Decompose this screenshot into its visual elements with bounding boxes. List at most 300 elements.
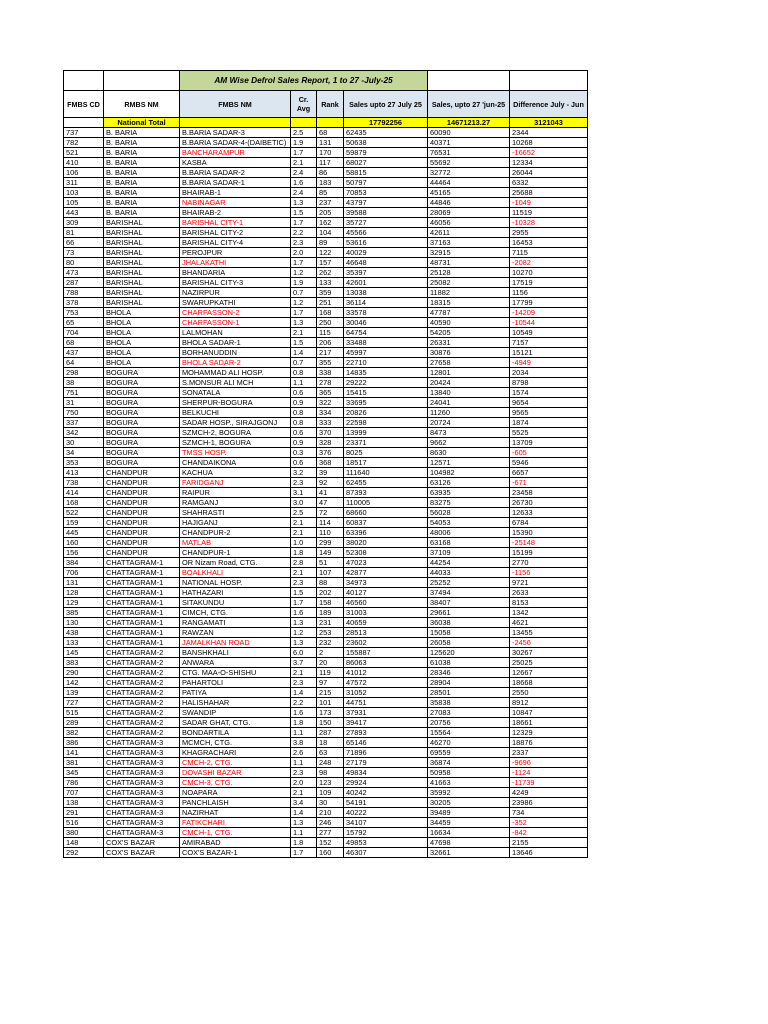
rmbs-nm-cell: BOGURA [104,408,180,418]
difference-cell: 1874 [510,418,588,428]
rank-cell: 232 [317,638,344,648]
fmbs-nm-cell: BOALKHALI [180,568,291,578]
difference-cell: 2955 [510,228,588,238]
fmbs-nm-cell: KACHUA [180,468,291,478]
sales-july-cell: 40029 [344,248,428,258]
cr-avg-cell: 3.7 [291,658,317,668]
fmbs-nm-cell: NAZIRHAT [180,808,291,818]
difference-cell: 15199 [510,548,588,558]
rmbs-nm-cell: BHOLA [104,318,180,328]
sales-jun-cell: 32915 [428,248,510,258]
rank-cell: 51 [317,558,344,568]
fmbs-cd-cell: 438 [64,628,104,638]
cr-avg-cell: 2.2 [291,228,317,238]
title-row [64,71,588,91]
fmbs-nm-cell: B.BARIA SADAR-3 [180,128,291,138]
national-total-label: National Total [104,118,180,128]
table-row [64,448,588,458]
cr-avg-cell: 1.7 [291,148,317,158]
fmbs-nm-cell: B.BARIA SADAR-4-(DAIBETIC) [180,138,291,148]
rmbs-nm-cell: CHATTAGRAM-3 [104,738,180,748]
sales-july-cell: 45997 [344,348,428,358]
sales-jun-cell: 34459 [428,818,510,828]
sales-july-cell: 39417 [344,718,428,728]
rmbs-nm-cell: BARISHAL [104,288,180,298]
table-row [64,558,588,568]
sales-july-cell: 42877 [344,568,428,578]
sales-july-cell: 62455 [344,478,428,488]
fmbs-nm-cell: CHARFASSON-2 [180,308,291,318]
cr-avg-cell: 2.0 [291,778,317,788]
fmbs-nm-cell: SZMCH-2, BOGURA [180,428,291,438]
sales-july-cell: 111640 [344,468,428,478]
sales-jun-cell: 48731 [428,258,510,268]
rank-cell: 2 [317,648,344,658]
sales-july-cell: 49834 [344,768,428,778]
sales-jun-cell: 63168 [428,538,510,548]
sales-july-cell: 34107 [344,818,428,828]
fmbs-cd-cell: 34 [64,448,104,458]
fmbs-cd-cell: 753 [64,308,104,318]
fmbs-cd-cell: 31 [64,398,104,408]
fmbs-cd-cell: 751 [64,388,104,398]
rmbs-nm-cell: CHATTAGRAM-1 [104,608,180,618]
rmbs-nm-cell: CHATTAGRAM-1 [104,588,180,598]
fmbs-nm-cell: JHALAKATHI [180,258,291,268]
difference-cell: 4249 [510,788,588,798]
fmbs-cd-cell: 786 [64,778,104,788]
fmbs-cd-cell: 145 [64,648,104,658]
table-row [64,438,588,448]
sales-jun-cell: 8473 [428,428,510,438]
difference-cell: 5946 [510,458,588,468]
difference-cell: 10270 [510,268,588,278]
cr-avg-cell: 2.1 [291,528,317,538]
fmbs-nm-cell: COX'S BAZAR-1 [180,848,291,858]
cr-avg-cell: 3.1 [291,488,317,498]
sales-jun-cell: 38407 [428,598,510,608]
sales-july-cell: 52308 [344,548,428,558]
fmbs-cd-cell: 141 [64,748,104,758]
rmbs-nm-cell: BARISHAL [104,218,180,228]
rank-cell: 253 [317,628,344,638]
fmbs-nm-cell: SHAHRASTI [180,508,291,518]
fmbs-cd-cell: 522 [64,508,104,518]
cr-avg-cell: 1.3 [291,638,317,648]
fmbs-cd-cell: 156 [64,548,104,558]
fmbs-nm-cell: AMIRABAD [180,838,291,848]
fmbs-nm-cell: BHOLA SADAR-1 [180,338,291,348]
rank-cell: 246 [317,818,344,828]
sales-jun-cell: 8630 [428,448,510,458]
cr-avg-cell: 1.3 [291,318,317,328]
table-row [64,318,588,328]
fmbs-nm-cell: B.BARIA SADAR-2 [180,168,291,178]
fmbs-nm-cell: RANGAMATI [180,618,291,628]
difference-cell: -1156 [510,568,588,578]
sales-jun-cell: 37494 [428,588,510,598]
rmbs-nm-cell: CHATTAGRAM-2 [104,678,180,688]
fmbs-cd-cell: 290 [64,668,104,678]
difference-cell: 9721 [510,578,588,588]
fmbs-cd-cell: 160 [64,538,104,548]
cr-avg-cell: 1.7 [291,308,317,318]
fmbs-nm-cell: SZMCH-1, BOGURA [180,438,291,448]
rmbs-nm-cell: BARISHAL [104,268,180,278]
sales-july-cell: 20826 [344,408,428,418]
sales-jun-cell: 20424 [428,378,510,388]
fmbs-nm-cell: HATHAZARI [180,588,291,598]
rank-cell: 359 [317,288,344,298]
fmbs-cd-cell: 130 [64,618,104,628]
difference-cell: 6784 [510,518,588,528]
difference-cell: 10268 [510,138,588,148]
table-row [64,278,588,288]
cr-avg-cell: 3.2 [291,468,317,478]
sales-july-cell: 110005 [344,498,428,508]
sales-jun-cell: 56028 [428,508,510,518]
difference-cell: 13455 [510,628,588,638]
cr-avg-cell: 3.0 [291,498,317,508]
table-row [64,408,588,418]
table-row [64,288,588,298]
rank-cell: 158 [317,598,344,608]
rmbs-nm-cell: BOGURA [104,438,180,448]
table-row [64,808,588,818]
fmbs-cd-cell: 414 [64,488,104,498]
cr-avg-cell: 2.3 [291,578,317,588]
fmbs-nm-cell: NABINAGAR [180,198,291,208]
fmbs-nm-cell: BELKUCHI [180,408,291,418]
rmbs-nm-cell: CHANDPUR [104,528,180,538]
fmbs-cd-cell: 345 [64,768,104,778]
rank-cell: 117 [317,158,344,168]
difference-cell: 13709 [510,438,588,448]
difference-cell: 30267 [510,648,588,658]
sales-july-cell: 27893 [344,728,428,738]
sales-jun-cell: 125620 [428,648,510,658]
rmbs-nm-cell: CHATTAGRAM-3 [104,818,180,828]
sales-jun-cell: 63935 [428,488,510,498]
cr-avg-cell: 0.6 [291,428,317,438]
sales-july-cell: 31003 [344,608,428,618]
sales-july-cell: 46648 [344,258,428,268]
cr-avg-cell: 1.1 [291,728,317,738]
rmbs-nm-cell: BHOLA [104,308,180,318]
sales-jun-cell: 36038 [428,618,510,628]
rmbs-nm-cell: CHANDPUR [104,498,180,508]
table-row [64,308,588,318]
difference-cell: 1156 [510,288,588,298]
table-row [64,538,588,548]
rmbs-nm-cell: CHATTAGRAM-2 [104,708,180,718]
sales-jun-cell: 20756 [428,718,510,728]
fmbs-nm-cell: HALISHAHAR [180,698,291,708]
sales-jun-cell: 30205 [428,798,510,808]
rank-cell: 110 [317,528,344,538]
fmbs-nm-cell: BARISHAL CITY-3 [180,278,291,288]
cr-avg-cell: 1.7 [291,218,317,228]
cr-avg-cell: 1.4 [291,808,317,818]
difference-cell: 2337 [510,748,588,758]
cr-avg-cell: 2.1 [291,668,317,678]
fmbs-cd-cell: 64 [64,358,104,368]
table-row [64,838,588,848]
table-row [64,208,588,218]
rank-cell: 101 [317,698,344,708]
table-row [64,848,588,858]
fmbs-cd-cell: 353 [64,458,104,468]
table-row [64,488,588,498]
table-row [64,458,588,468]
sales-jun-cell: 46270 [428,738,510,748]
rmbs-nm-cell: CHATTAGRAM-1 [104,618,180,628]
rmbs-nm-cell: B. BARIA [104,178,180,188]
sales-jun-cell: 54205 [428,328,510,338]
difference-cell: 8798 [510,378,588,388]
table-row [64,268,588,278]
fmbs-nm-cell: BHOLA SADAR-2 [180,358,291,368]
rmbs-nm-cell: CHATTAGRAM-3 [104,778,180,788]
sales-jun-cell: 27083 [428,708,510,718]
difference-cell: -842 [510,828,588,838]
sales-jun-cell: 83275 [428,498,510,508]
difference-cell: 25025 [510,658,588,668]
sales-july-cell: 29924 [344,778,428,788]
cr-avg-cell: 1.3 [291,818,317,828]
cr-avg-cell: 2.0 [291,248,317,258]
table-row [64,628,588,638]
fmbs-nm-cell: SADAR GHAT, CTG. [180,718,291,728]
sales-july-cell: 46560 [344,598,428,608]
fmbs-nm-cell: KHAGRACHARI [180,748,291,758]
difference-cell: 12633 [510,508,588,518]
fmbs-cd-cell: 750 [64,408,104,418]
cr-avg-cell: 1.8 [291,548,317,558]
rank-cell: 333 [317,418,344,428]
difference-cell: 2770 [510,558,588,568]
fmbs-cd-cell: 292 [64,848,104,858]
table-row [64,198,588,208]
cr-avg-cell: 1.5 [291,338,317,348]
fmbs-nm-cell: MATLAB [180,538,291,548]
cr-avg-cell: 1.7 [291,258,317,268]
rank-cell: 170 [317,148,344,158]
cr-avg-cell: 6.0 [291,648,317,658]
fmbs-cd-cell: 382 [64,728,104,738]
fmbs-cd-cell: 159 [64,518,104,528]
rmbs-nm-cell: B. BARIA [104,188,180,198]
sales-jun-cell: 44254 [428,558,510,568]
sales-july-cell: 36114 [344,298,428,308]
table-row [64,158,588,168]
difference-cell: 2155 [510,838,588,848]
rank-cell: 119 [317,668,344,678]
difference-cell: 23458 [510,488,588,498]
cr-avg-cell: 2.4 [291,188,317,198]
cr-avg-cell: 1.7 [291,848,317,858]
fmbs-cd-cell: 383 [64,658,104,668]
difference-cell: 8912 [510,698,588,708]
fmbs-nm-cell: SONATALA [180,388,291,398]
table-row [64,568,588,578]
fmbs-cd-cell: 73 [64,248,104,258]
fmbs-nm-cell: FARIDGANJ [180,478,291,488]
rank-cell: 189 [317,608,344,618]
rank-cell: 86 [317,168,344,178]
fmbs-nm-cell: CHANDPUR-1 [180,548,291,558]
table-row [64,758,588,768]
fmbs-cd-cell: 384 [64,558,104,568]
sales-july-cell: 40127 [344,588,428,598]
table-row [64,698,588,708]
table-row [64,178,588,188]
rmbs-nm-cell: CHATTAGRAM-3 [104,808,180,818]
table-row [64,188,588,198]
cr-avg-cell: 2.5 [291,508,317,518]
sales-jun-cell: 37109 [428,548,510,558]
difference-cell: 16453 [510,238,588,248]
rank-cell: 30 [317,798,344,808]
sales-jun-cell: 45165 [428,188,510,198]
fmbs-nm-cell: RAIPUR [180,488,291,498]
sales-july-cell: 47023 [344,558,428,568]
fmbs-cd-cell: 782 [64,138,104,148]
rmbs-nm-cell: COX'S BAZAR [104,838,180,848]
table-row [64,768,588,778]
rmbs-nm-cell: B. BARIA [104,128,180,138]
fmbs-cd-cell: 105 [64,198,104,208]
sales-jun-cell: 40371 [428,138,510,148]
sales-july-cell: 50797 [344,178,428,188]
difference-cell: 2034 [510,368,588,378]
rmbs-nm-cell: CHATTAGRAM-1 [104,598,180,608]
table-row [64,258,588,268]
fmbs-cd-cell: 81 [64,228,104,238]
rank-cell: 85 [317,188,344,198]
fmbs-cd-cell: 380 [64,828,104,838]
fmbs-nm-cell: CHARFASSON-1 [180,318,291,328]
rmbs-nm-cell: BHOLA [104,358,180,368]
fmbs-nm-cell: JAMALKHAN ROAD [180,638,291,648]
table-row [64,598,588,608]
table-row [64,138,588,148]
rmbs-nm-cell: BARISHAL [104,228,180,238]
sales-report-table [63,70,588,858]
sales-jun-cell: 25082 [428,278,510,288]
table-row [64,778,588,788]
difference-cell: 2550 [510,688,588,698]
sales-july-cell: 23602 [344,638,428,648]
fmbs-nm-cell: BONDARTILA [180,728,291,738]
rank-cell: 183 [317,178,344,188]
rmbs-nm-cell: BARISHAL [104,258,180,268]
sales-jun-cell: 47787 [428,308,510,318]
national-total-difference: 3121043 [510,118,588,128]
difference-cell: -11739 [510,778,588,788]
rank-cell: 115 [317,328,344,338]
sales-jun-cell: 44033 [428,568,510,578]
difference-cell: 15390 [510,528,588,538]
national-total-sales-july: 17792256 [344,118,428,128]
table-row [64,828,588,838]
table-row [64,348,588,358]
rank-cell: 152 [317,838,344,848]
fmbs-nm-cell: KASBA [180,158,291,168]
fmbs-cd-cell: 68 [64,338,104,348]
sales-jun-cell: 26058 [428,638,510,648]
rmbs-nm-cell: CHATTAGRAM-3 [104,758,180,768]
fmbs-cd-cell: 128 [64,588,104,598]
sales-july-cell: 33695 [344,398,428,408]
fmbs-nm-cell: CHANDAIKONA [180,458,291,468]
rank-cell: 322 [317,398,344,408]
difference-cell: -1124 [510,768,588,778]
fmbs-cd-cell: 413 [64,468,104,478]
rank-cell: 376 [317,448,344,458]
sales-july-cell: 29222 [344,378,428,388]
table-row [64,588,588,598]
rmbs-nm-cell: BOGURA [104,388,180,398]
sales-jun-cell: 29661 [428,608,510,618]
difference-cell: 4621 [510,618,588,628]
rmbs-nm-cell: CHATTAGRAM-1 [104,568,180,578]
rank-cell: 248 [317,758,344,768]
fmbs-cd-cell: 737 [64,128,104,138]
cr-avg-cell: 1.3 [291,618,317,628]
sales-jun-cell: 13840 [428,388,510,398]
table-row [64,528,588,538]
difference-cell: 1574 [510,388,588,398]
sales-july-cell: 44751 [344,698,428,708]
table-row [64,818,588,828]
table-row [64,688,588,698]
cr-avg-cell: 2.6 [291,748,317,758]
rank-cell: 168 [317,308,344,318]
rank-cell: 97 [317,678,344,688]
difference-cell: 12329 [510,728,588,738]
table-row [64,618,588,628]
fmbs-nm-cell: SWARUPKATHI [180,298,291,308]
cr-avg-cell: 2.1 [291,158,317,168]
table-row [64,358,588,368]
table-row [64,298,588,308]
difference-cell: -352 [510,818,588,828]
sales-july-cell: 49853 [344,838,428,848]
rank-cell: 122 [317,248,344,258]
difference-cell: 25688 [510,188,588,198]
fmbs-cd-cell: 443 [64,208,104,218]
table-row [64,748,588,758]
fmbs-nm-cell: OR Nizam Road, CTG. [180,558,291,568]
fmbs-nm-cell: RAWZAN [180,628,291,638]
fmbs-cd-cell: 309 [64,218,104,228]
sales-jun-cell: 28069 [428,208,510,218]
rmbs-nm-cell: CHANDPUR [104,468,180,478]
fmbs-nm-cell: BANCHARAMPUR [180,148,291,158]
sales-jun-cell: 54053 [428,518,510,528]
cr-avg-cell: 0.6 [291,458,317,468]
sales-jun-cell: 28501 [428,688,510,698]
table-row [64,508,588,518]
rmbs-nm-cell: CHANDPUR [104,548,180,558]
cr-avg-cell: 0.6 [291,388,317,398]
sales-july-cell: 58815 [344,168,428,178]
fmbs-cd-cell: 385 [64,608,104,618]
cr-avg-cell: 2.4 [291,168,317,178]
sales-july-cell: 70853 [344,188,428,198]
table-row [64,378,588,388]
